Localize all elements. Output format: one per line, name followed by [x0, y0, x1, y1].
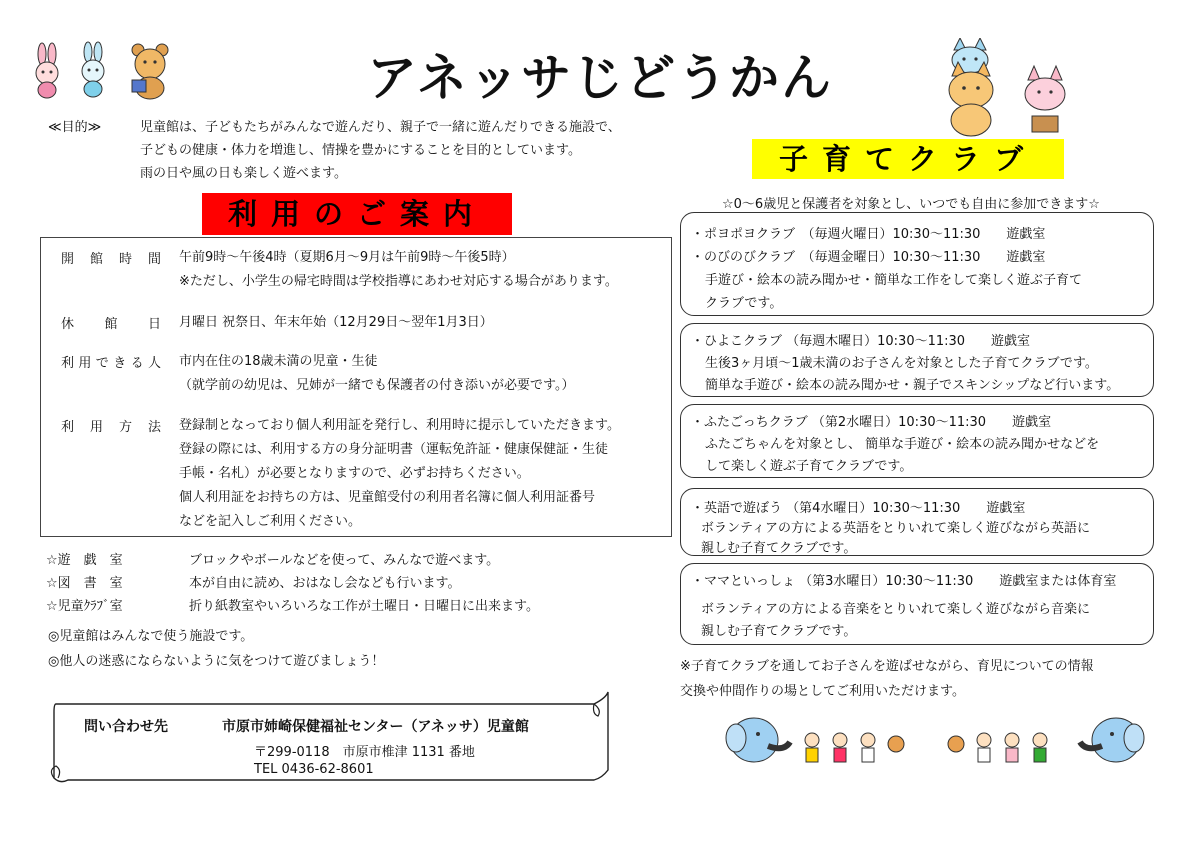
users-key: 利用できる人 — [61, 356, 161, 371]
guide-info-box — [40, 237, 672, 537]
purpose-text: 児童館は、子どもたちがみんなで遊んだり、親子で一緒に遊んだりできる施設で、 子どもの健康・体力を増進し、情操を豊かにすることを目的としています。 雨の日や風の日も楽しく遊べます。 — [140, 120, 621, 181]
bear-icon — [132, 44, 168, 99]
club-heading: 子育てクラブ — [752, 139, 1064, 179]
cat-orange-icon — [940, 38, 1090, 138]
club-intro: ☆0～6歳児と保護者を対象とし、いつでも自由に参加できます☆ — [722, 197, 1100, 212]
facility-library: ☆図 書 室 本が自由に読め、おはなし会なども行います。 — [46, 576, 461, 591]
page-title: アネッサじどうかん — [367, 49, 833, 107]
contact-tel: TEL 0436-62-8601 — [254, 762, 374, 777]
closed-value: 月曜日 祝祭日、年末年始（12月29日～翌年1月3日） — [179, 315, 493, 330]
notice-manners: ◎他人の迷惑にならないように気をつけて遊びましょう！ — [48, 654, 385, 669]
users-value: 市内在住の18歳未満の児童・生徒 （就学前の幼児は、兄姉が一緒でも保護者の付き添いが必要です。） — [179, 354, 575, 393]
club-card-poyo-nobi: ・ポヨポヨクラブ （毎週火曜日）10:30～11:30 遊戯室 ・のびのびクラブ （毎週金曜日）10:30～11:30 遊戯室 手遊び・絵本の読み聞かせ・簡単な工作をして楽しく遊ぶ子育て クラブです。 — [680, 212, 1154, 316]
club-footnote: ※子育てクラブを通してお子さんを遊ばせながら、育児についての情報 交換や仲間作りの場としてご利用いただけます。 — [680, 659, 1094, 699]
club-card-english: ・英語で遊ぼう （第4水曜日）10:30～11:30 遊戯室 ボランティアの方による英語をとりいれて楽しく遊びながら英語に 親しむ子育てクラブです。 — [680, 488, 1154, 556]
contact-label: 問い合わせ先 — [84, 719, 168, 735]
rabbit-pink-icon — [28, 40, 178, 100]
club-card-mama: ・ママといっしょ （第3水曜日）10:30～11:30 遊戯室または体育室 ボランティアの方による音楽をとりいれて楽しく遊びながら音楽に 親しむ子育てクラブです。 — [680, 563, 1154, 645]
contact-name: 市原市姉崎保健福祉センター（アネッサ）児童館 — [222, 719, 529, 735]
rabbit-blue-icon — [82, 42, 104, 97]
hours-key: 開館時間 — [61, 252, 161, 267]
notice-shared-facility: ◎児童館はみんなで使う施設です。 — [48, 629, 254, 644]
closed-key: 休館日 — [61, 317, 161, 332]
cat-pink-icon — [1025, 66, 1065, 132]
purpose-label: ≪目的≫ — [48, 120, 102, 135]
facility-club-room: ☆児童ｸﾗﾌﾞ室 折り紙教室やいろいろな工作が土曜日・日曜日に出来ます。 — [46, 599, 539, 614]
elephant-icon — [726, 718, 790, 762]
facility-playroom: ☆遊 戯 室 ブロックやボールなどを使って、みんなで遊べます。 — [46, 553, 500, 568]
method-value: 登録制となっており個人利用証を発行し、利用時に提示していただきます。 登録の際には、利用する方の身分証明書（運転免許証・健康保健証・生徒 手帳・名札）が必要となりますので、必ずお持ちください。 個人利用証をお持ちの方は、児童館受付の利用者名簿に個人利用証番号 などを記入しご利用ください。 — [179, 418, 620, 529]
contact-address: 〒299-0118 市原市椎津 1131 番地 — [254, 745, 475, 760]
hours-value: 午前9時～午後4時（夏期6月～9月は午前9時～午後5時） ※ただし、小学生の帰宅時間は学校指導にあわせ対応する場合があります。 — [179, 250, 618, 289]
children-parade-icon — [724, 712, 1148, 772]
guide-heading: 利用のご案内 — [202, 193, 512, 235]
method-key: 利用方法 — [61, 420, 161, 435]
club-card-futagocchi: ・ふたごっちクラブ （第2水曜日）10:30～11:30 遊戯室 ふたごちゃんを対象とし、 簡単な手遊び・絵本の読み聞かせなどを して楽しく遊ぶ子育てクラブです。 — [680, 404, 1154, 478]
elephant-icon — [1080, 718, 1144, 762]
club-card-hiyoko: ・ひよこクラブ （毎週木曜日）10:30～11:30 遊戯室 生後3ヶ月頃～1歳未満のお子さんを対象とした子育てクラブです。 簡単な手遊び・絵本の読み聞かせ・親子でスキンシップなど行います。 — [680, 323, 1154, 397]
